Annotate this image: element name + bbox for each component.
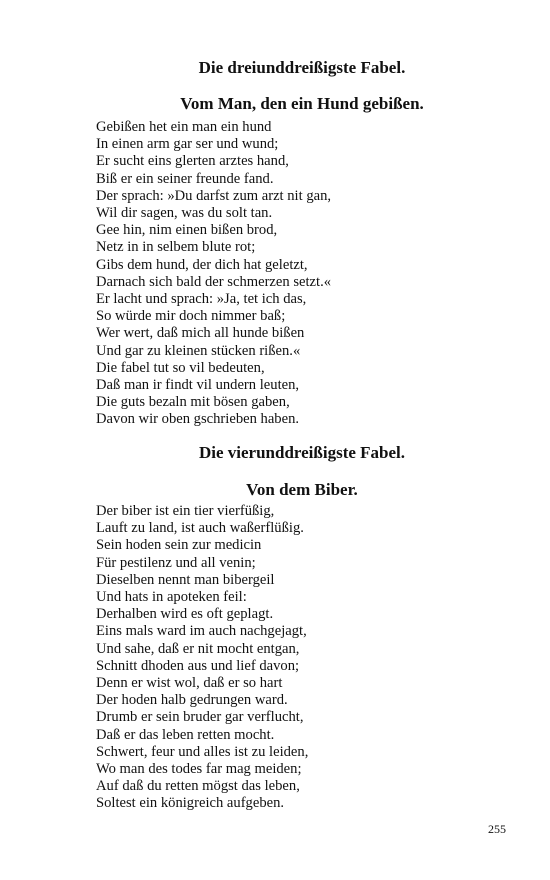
fable-2-verse-line: Und hats in apoteken feil: (96, 589, 247, 606)
fable-1-verse-line: Die fabel tut so vil bedeuten, (96, 359, 265, 376)
fable-1-verse-line: Gebißen het ein man ein hund (96, 119, 272, 135)
fable-1-verse-line: Der sprach: »Du darfst zum arzt nit gan, (96, 187, 332, 204)
fable-1-verse-line: Darnach sich bald der schmerzen setzt.« (96, 273, 332, 290)
fable-1-verse-line: Gibs dem hund, der dich hat geletzt, (96, 256, 308, 273)
fable-1-verse-line: So würde mir doch nimmer baß; (96, 308, 286, 325)
fable-1-verse-line: Daß man ir findt vil undern leuten, (96, 377, 300, 394)
fable-1-verse-line: Netz in in selbem blute rot; (96, 239, 256, 256)
page-number: 255 (488, 822, 506, 836)
fable-1-verse-line: Die guts bezaln mit bösen gaben, (96, 394, 290, 411)
fable-2-subtitle: Von dem Biber. (246, 480, 358, 499)
fable-2-poem (96, 503, 496, 813)
fable-2-verse-line: Lauft zu land, ist auch waßerflüßig. (96, 520, 304, 537)
fable-2-verse-line: Der hoden halb gedrungen ward. (96, 692, 288, 709)
fable-1-verse-line: Wer wert, daß mich all hunde bißen (96, 325, 305, 342)
fable-1-verse-line: Und gar zu kleinen stücken rißen.« (96, 342, 301, 359)
fable-2-verse-line: Dieselben nennt man bibergeil (96, 571, 275, 588)
fable-2-verse-line: Auf daß du retten mögst das leben, (96, 778, 300, 795)
fable-2-title: Die vierunddreißigste Fabel. (198, 443, 406, 462)
fable-1-verse-line: Er sucht eins glerten arztes hand, (96, 153, 289, 170)
fable-2-verse-line: Und sahe, daß er nit mocht entgan, (96, 640, 300, 657)
fable-2-verse-line: Wo man des todes far mag meiden; (96, 761, 302, 778)
fable-2-verse-line: Drumb er sein bruder gar verflucht, (96, 709, 304, 726)
fable-1-verse-line: Wil dir sagen, was du solt tan. (96, 205, 273, 222)
fable-2-verse-line: Derhalben wird es oft geplagt. (96, 606, 274, 623)
fable-1-poem (96, 119, 496, 429)
fable-2-verse-line: Eins mals ward im auch nachgejagt, (96, 623, 307, 640)
fable-1-subtitle: Vom Man, den ein Hund gebißen. (180, 94, 424, 113)
fable-1-verse-line: Davon wir oben gschrieben haben. (96, 411, 300, 428)
fable-1-verse-line: Biß er ein seiner freunde fand. (96, 170, 274, 187)
fable-1-verse-line: Gee hin, nim einen bißen brod, (96, 222, 278, 239)
fable-2-verse-line: Schwert, feur und alles ist zu leiden, (96, 743, 309, 760)
fable-1-verse-line: In einen arm gar ser und wund; (96, 136, 279, 153)
fable-2-verse-line: Der biber ist ein tier vierfüßig, (96, 503, 275, 519)
fable-1-verse-line: Er lacht und sprach: »Ja, tet ich das, (96, 291, 307, 308)
fable-2-verse-line: Schnitt dhoden aus und lief davon; (96, 657, 300, 674)
fable-2-verse-line: Soltest ein königreich aufgeben. (96, 795, 285, 812)
fable-2-verse-line: Denn er wist wol, daß er so hart (96, 675, 283, 692)
fable-2-verse-line: Daß er das leben retten mocht. (96, 726, 275, 743)
fable-2-verse-line: Für pestilenz und all venin; (96, 554, 256, 571)
fable-2-verse-line: Sein hoden sein zur medicin (96, 537, 262, 554)
fable-1-title: Die dreiunddreißigste Fabel. (198, 58, 406, 77)
